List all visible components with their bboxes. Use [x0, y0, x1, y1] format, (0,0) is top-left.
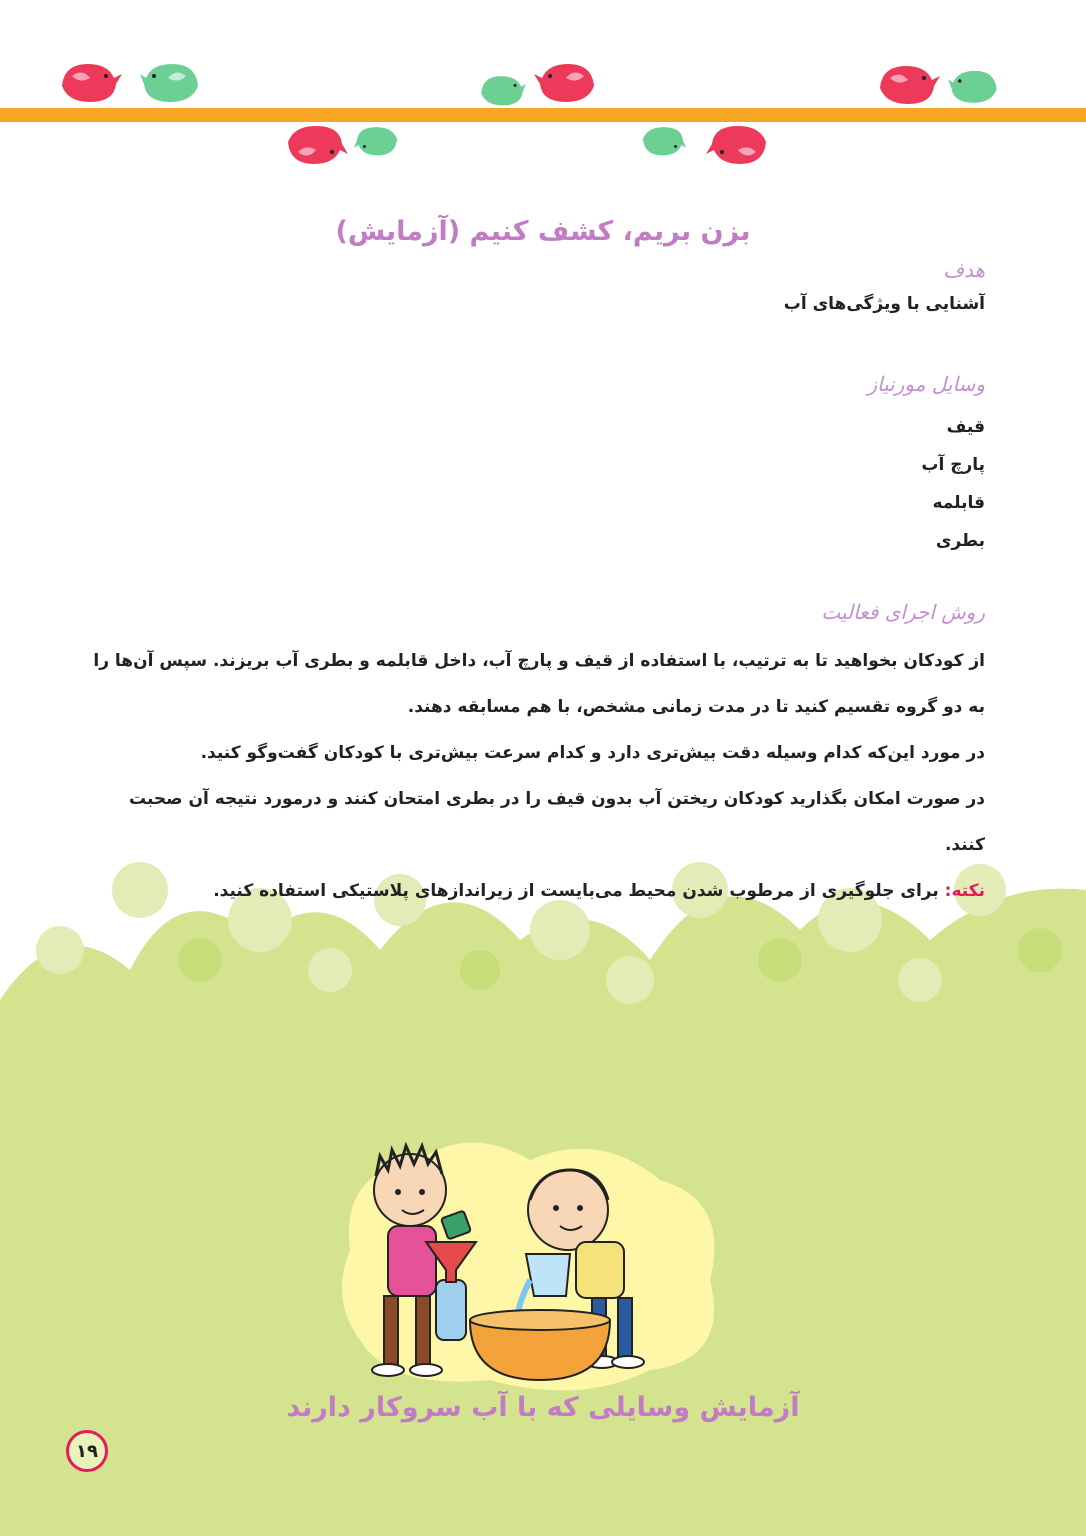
note-label: نکته:: [944, 881, 985, 901]
red-bird-icon: [876, 58, 942, 110]
red-bird-icon: [58, 56, 124, 108]
red-bird-icon: [704, 120, 770, 172]
page-number: ۱۹: [66, 1430, 108, 1472]
list-item: قابلمه: [932, 493, 985, 513]
red-bird-icon: [284, 120, 350, 172]
illustration-caption: آزمایش وسایلی که با آب سروکار دارند: [286, 1392, 800, 1423]
green-bird-icon: [354, 122, 400, 162]
list-item: پارچ آب: [921, 455, 985, 475]
materials-heading: وسایل مورنیاز: [867, 372, 985, 396]
page-title: بزن بریم، کشف کنیم (آزمایش): [335, 216, 751, 247]
method-paragraph: در مورد این‌که کدام وسیله دقت بیش‌تری دارد و کدام سرعت بیش‌تری با کودکان گفت‌وگو کنید.: [200, 743, 985, 763]
method-paragraph: از کودکان بخواهید تا به ترتیب، با استفاده از قیف و پارچ آب، داخل قابلمه و بطری آب بریزند. سپس آن‌ها را به دو گروه تقسیم کنید تا در مدت زمانی مشخص، با هم مسابقه دهند.: [93, 651, 985, 717]
orange-branch-bar: [0, 108, 1086, 122]
method-heading: روش اجرای فعالیت: [821, 600, 985, 624]
method-paragraph: در صورت امکان بگذارید کودکان ریختن آب بدون قیف را در بطری امتحان کنند و درمورد نتیجه آن صحبت کنند.: [128, 789, 985, 855]
green-bird-icon: [948, 64, 1000, 108]
note-text: برای جلوگیری از مرطوب شدن محیط می‌بایست از زیراندازهای پلاستیکی استفاده کنید.: [213, 881, 945, 901]
green-bird-icon: [640, 122, 686, 162]
materials-list: [90, 408, 985, 560]
red-bird-icon: [532, 56, 598, 108]
list-item: بطری: [935, 531, 985, 551]
goal-heading: هدف: [943, 258, 985, 282]
green-bird-icon: [140, 56, 202, 108]
children-water-illustration: [330, 1130, 730, 1400]
list-item: قیف: [946, 417, 985, 437]
green-bird-icon: [478, 70, 526, 110]
note-paragraph: [90, 868, 985, 914]
goal-text: آشنایی با ویژگی‌های آب: [783, 294, 985, 314]
